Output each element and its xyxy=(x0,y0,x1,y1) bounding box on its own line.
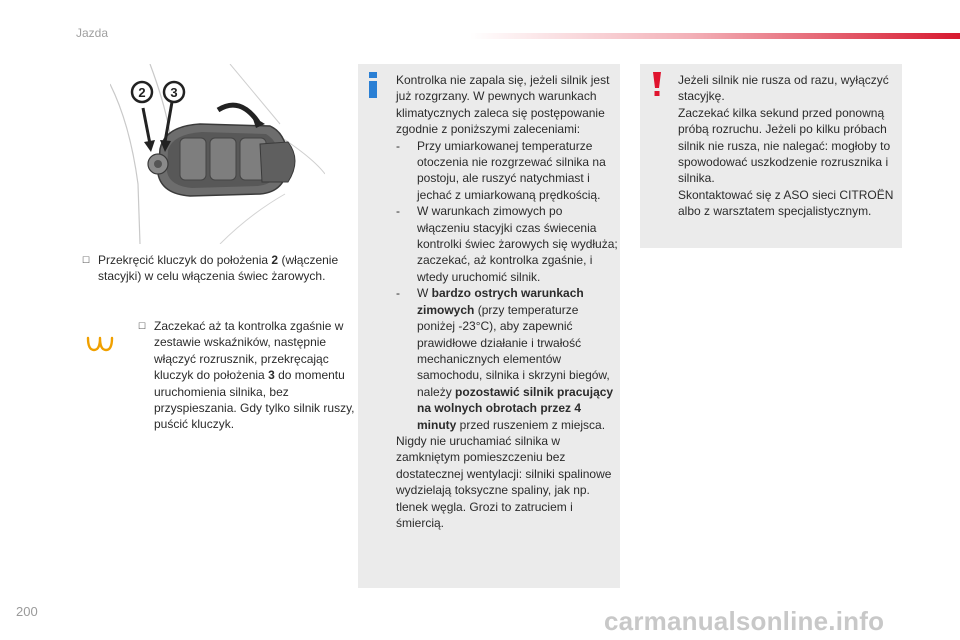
key-fob xyxy=(148,124,295,196)
warning-line-3: Skontaktować się z ASO sieci CITROËN albo z warsztatem specjalistycznym. xyxy=(678,187,894,219)
warning-text xyxy=(678,72,900,220)
arrow-position-2 xyxy=(143,108,150,144)
page-number: 200 xyxy=(16,604,38,619)
step-turn-key-position-2: ☐ Przekręcić kluczyk do położenia 2 (włączenie stacyjki) w celu włączenia świec żarowych. xyxy=(82,253,339,284)
info-list-item: - W warunkach zimowych po włączeniu stacyjki czas świecenia kontrolki świec żarowych się wydłuża; zaczekać, aż kontrolka zgaśnie, i wtedy uruchomić silnik. xyxy=(396,204,618,284)
warning-line-2: Zaczekać kilka sekund przed ponowną próbą rozruchu. Jeżeli po kilku próbach silnik nie rusza, nie nalegać: mogłoby to spowodować uszkodzenie rozrusznika i silnika. xyxy=(678,105,891,186)
header-accent-line xyxy=(470,33,960,39)
rotation-arrow-icon xyxy=(218,105,258,122)
warning-line-1: Jeżeli silnik nie rusza od razu, wyłączyć stacyjkę. xyxy=(678,73,889,104)
checkbox-bullet-icon: ☐ xyxy=(138,321,147,331)
info-list-item: - Przy umiarkowanej temperaturze otoczenia nie rozgrzewać silnika na postoju, ale ruszyć natychmiast i jechać z umiarkowaną prędkością. xyxy=(396,138,606,202)
callout-2: 2 xyxy=(138,85,146,100)
callout-3: 3 xyxy=(170,85,178,100)
info-intro: Kontrolka nie zapala się, jeżeli silnik jest już rozgrzany. W pewnych warunkach klimatycznych zaleca się postępowanie zgodnie z poniższymi zaleceniami: xyxy=(396,73,610,137)
glow-plug-warning-icon xyxy=(86,336,114,354)
info-text xyxy=(396,72,618,531)
ignition-key-illustration xyxy=(110,64,325,244)
step-start-engine: ☐ Zaczekać aż ta kontrolka zgaśnie w zestawie wskaźników, następnie włączyć rozrusznik, przekręcając kluczyk do położenia 3 do momentu uruchomienia silnika, bez przyspieszania. Gdy tylko silnik ruszy, puścić kluczyk. xyxy=(138,319,355,432)
info-closing: Nigdy nie uruchamiać silnika w zamkniętym pomieszczeniu bez dostatecznej wentylacji: silniki spalinowe wydzielają toksyczne spaliny, jak np. tlenek węgla. Grozi to zatruciem i śmiercią. xyxy=(396,433,612,530)
section-title: Jazda xyxy=(76,26,109,40)
watermark: carmanualsonline.info xyxy=(604,606,885,636)
info-icon xyxy=(366,72,380,98)
info-list-item: - W bardzo ostrych warunkach zimowych (przy temperaturze poniżej -23°C), aby zapewnić prawidłowe działanie i trwałość mechanicznych elementów samochodu, silnika i skrzyni biegów, należy pozostawić silnik pracujący na wolnych obrotach przez 4 minuty przed ruszeniem z miejsca. xyxy=(396,286,614,432)
warning-icon xyxy=(652,72,662,96)
checkbox-bullet-icon: ☐ xyxy=(82,255,91,265)
